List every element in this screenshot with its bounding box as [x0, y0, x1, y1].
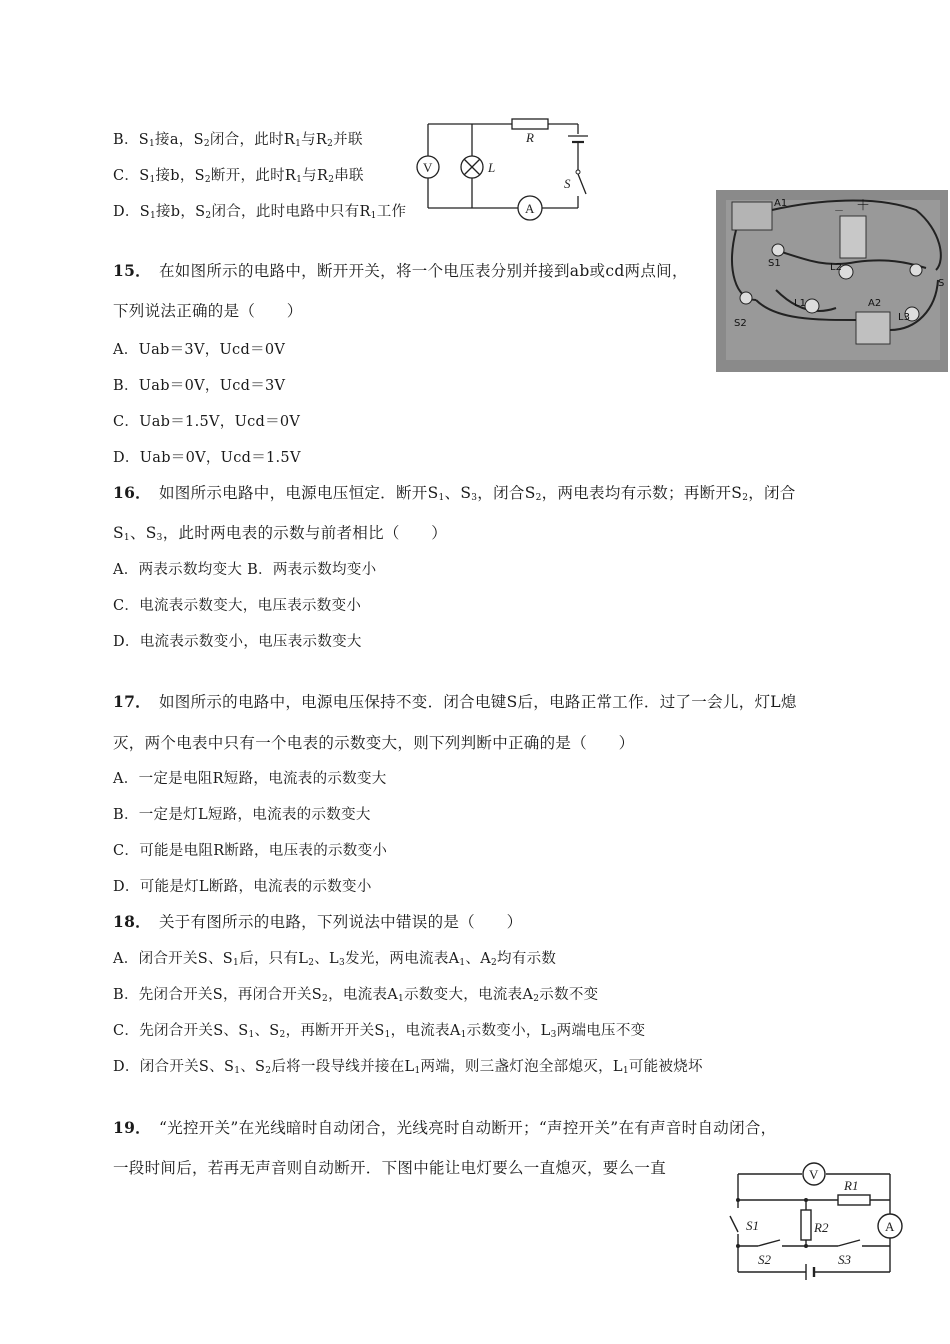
svg-text:S3: S3	[838, 1252, 851, 1267]
q19-stem-line2: 一段时间后，若再无声音则自动断开．下图中能让电灯要么一直熄灭，要么一直	[113, 1159, 667, 1177]
q19-circuit-diagram	[714, 1160, 909, 1282]
svg-text:R: R	[526, 130, 534, 145]
svg-text:A: A	[525, 201, 535, 216]
q17-stem-line2: 灭，两个电表中只有一个电表的示数变大，则下列判断中正确的是（ ）	[113, 734, 635, 752]
q16-option-d: D．电流表示数变小，电压表示数变大	[113, 634, 362, 650]
svg-text:V: V	[809, 1167, 819, 1182]
svg-text:R1: R1	[844, 1178, 859, 1193]
circuit-photo-drawing	[716, 190, 948, 372]
q14-option-c: C．$S_1$接b，$S_2$断开，此时$R_1$与$R_2$串联	[113, 168, 364, 185]
svg-text:A1: A1	[774, 198, 788, 209]
q18-option-c: C．先闭合开关S、$S_1$、$S_2$，再断开开关$S_1$，电流表$A_1$示数变小，$L_3$两端电压不变	[113, 1023, 646, 1040]
q19-stem-line1: 19． “光控开关”在光线暗时自动闭合，光线亮时自动断开；“声控开关”在有声音时自动闭合，	[113, 1118, 777, 1137]
svg-text:S1: S1	[746, 1218, 759, 1233]
svg-text:L1: L1	[794, 298, 806, 309]
switch-s-blade	[578, 174, 586, 194]
q17-option-b: B．一定是灯L短路，电流表的示数变大	[113, 807, 371, 823]
q14-option-d: D．$S_1$接b，$S_2$闭合，此时电路中只有$R_1$工作	[113, 204, 407, 221]
q17-option-d: D．可能是灯L断路，电流表的示数变小	[113, 879, 372, 895]
q18-option-a: A．闭合开关S、$S_1$后，只有$L_2$、$L_3$发光，两电流表$A_1$、$A_2$均有示数	[113, 951, 557, 968]
q17-stem-line1: 17． 如图所示的电路中，电源电压保持不变．闭合电键S后，电路正常工作．过了一会儿，灯L熄	[113, 692, 797, 711]
q18-option-d: D．闭合开关S、$S_1$、$S_2$后将一段导线并接在$L_1$两端，则三盏灯泡全部熄灭，$L_1$可能被烧坏	[113, 1059, 703, 1076]
switch-s2-blade	[758, 1240, 780, 1246]
q14-circuit-diagram	[410, 112, 590, 224]
resistor-r2-symbol	[801, 1210, 811, 1240]
q15-stem-line1: 15． 在如图所示的电路中，断开开关，将一个电压表分别并接到ab或cd两点间，	[113, 261, 688, 280]
q18-option-b: B．先闭合开关S，再闭合开关$S_2$，电流表$A_1$示数变大，电流表$A_2$示数不变	[113, 987, 599, 1004]
switch-s3-blade	[838, 1240, 860, 1246]
svg-text:R2: R2	[814, 1220, 829, 1235]
q15-option-b: B．Uab＝0V，Ucd＝3V	[113, 378, 286, 394]
q14-option-b: B．$S_1$接a，$S_2$闭合，此时$R_1$与$R_2$并联	[113, 132, 363, 149]
svg-text:S2: S2	[734, 318, 747, 329]
svg-text:S1: S1	[768, 258, 781, 269]
svg-text:S: S	[938, 278, 945, 289]
svg-text:A2: A2	[868, 298, 882, 309]
q16-option-c: C．电流表示数变大，电压表示数变小	[113, 598, 362, 614]
svg-text:L2: L2	[830, 262, 842, 273]
q16-stem-line2: $S_1$、$S_3$，此时两电表的示数与前者相比（ ）	[113, 524, 448, 543]
q17-option-c: C．可能是电阻R断路，电压表的示数变小	[113, 843, 388, 859]
svg-text:S2: S2	[758, 1252, 771, 1267]
resistor-r1-symbol	[838, 1195, 870, 1205]
svg-text:L: L	[488, 160, 496, 175]
q15-stem-line2: 下列说法正确的是（ ）	[113, 302, 303, 320]
svg-text:V: V	[423, 160, 433, 175]
circuit-photo	[716, 190, 948, 372]
q17-option-a: A．一定是电阻R短路，电流表的示数变大	[113, 771, 387, 787]
svg-text:L3: L3	[898, 312, 910, 323]
q16-option-ab: A．两表示数均变大 B．两表示数均变小	[113, 562, 377, 578]
q16-stem-line1: 16． 如图所示电路中，电源电压恒定．断开$S_1$、$S_3$，闭合$S_2$，两电表均有示数；再断开$S_2$，闭合	[113, 483, 796, 503]
resistor-r-symbol	[512, 119, 548, 129]
svg-text:S: S	[564, 176, 571, 191]
svg-text:－: －	[834, 206, 844, 217]
q15-option-a: A．Uab＝3V，Ucd＝0V	[113, 342, 286, 358]
q18-stem: 18． 关于有图所示的电路，下列说法中错误的是（ ）	[113, 912, 523, 931]
q15-option-c: C．Uab＝1.5V，Ucd＝0V	[113, 414, 301, 430]
switch-s1-blade	[730, 1216, 738, 1232]
q15-option-d: D．Uab＝0V，Ucd＝1.5V	[113, 450, 301, 466]
svg-text:＋: ＋	[856, 198, 870, 214]
svg-text:A: A	[885, 1219, 895, 1234]
